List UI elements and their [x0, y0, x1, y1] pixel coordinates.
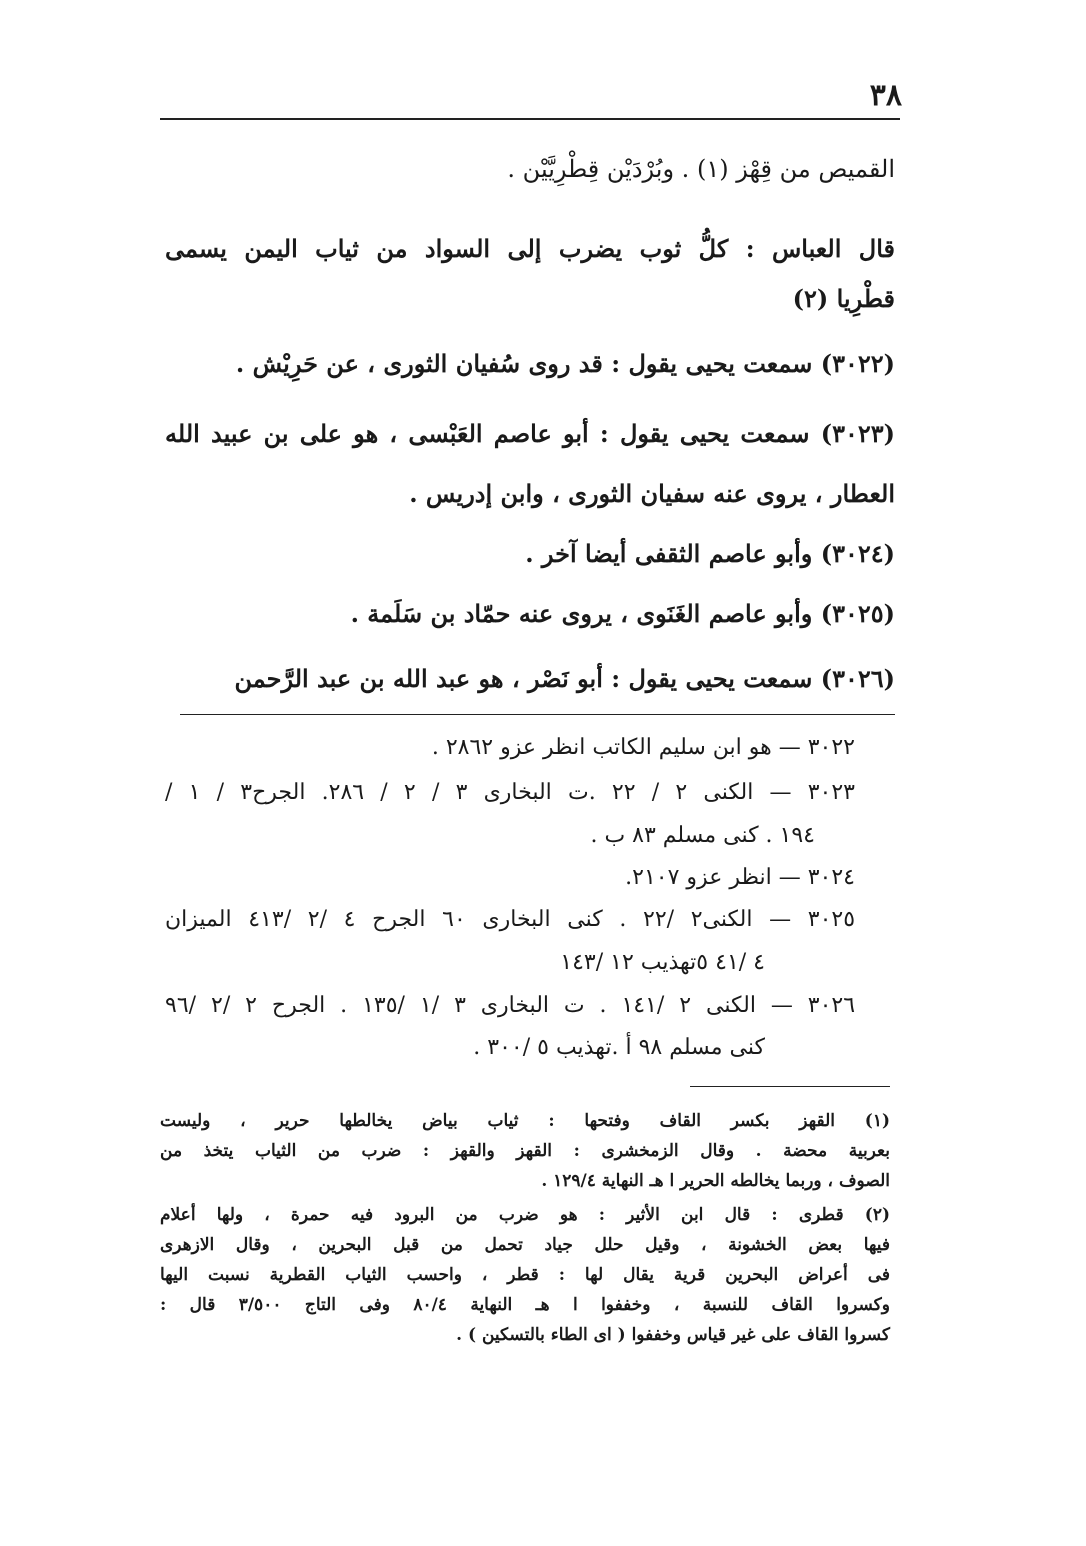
entry-3025: (٣٠٢٥) وأبو عاصم الغَنَوى ، يروى عنه حمّاد بن سَلَمة .	[350, 599, 895, 628]
entry-3023-cont: العطار ، يروى عنه سفيان الثورى ، وابن إدريس .	[409, 479, 895, 508]
footnote-line-5: فيها بعض الخشونة ، وقيل حلل جياد تحمل من قبل البحرين ، وقال الازهرى	[160, 1235, 890, 1255]
page-number: ٣٨	[869, 78, 902, 113]
ref-line-7: ٣٠٢٦ — الكنى ٢ /١٤١ . ت البخارى ٣ /١ /١٣٥ . الجرح ٢ /٢ /٩٦	[165, 993, 856, 1018]
entry-3023: (٣٠٢٣) سمعت يحيى يقول : أبو عاصم العَبْسى ، هو على بن عبيد الله	[165, 419, 895, 448]
ref-line-5: ٣٠٢٥ — الكنى٢ /٢٢ . كنى البخارى ٦٠ الجرح ٤ /٢ /٤١٣ الميزان	[165, 907, 856, 932]
footnotes	[160, 1106, 890, 1366]
ref-line-3: ١٩٤ . كنى مسلم ٨٣ ب .	[590, 823, 815, 848]
ref-line-6: ٤ /٤١ ٥تهذيب ١٢ /١٤٣	[560, 950, 765, 975]
references-rule	[180, 714, 895, 715]
body-line-3: قطْرِيا (٢)	[792, 284, 895, 313]
footnote-line-8: كسروا القاف على غير قياس وخففوا ( اى الطاء بالتسكين ) .	[456, 1325, 890, 1345]
footnote-line-4: (٢) قطرى : قال ابن الأثير : هو ضرب من البرود فيه حمرة ، ولها أعلام	[160, 1205, 890, 1225]
body-line-1: القميص من قِهْز (١) . وبُرْدَيْن قِطْرِيَّيْن .	[507, 155, 895, 183]
footnote-line-2: بعربية محضة . وقال الزمخشرى : القهز والقهز : ضرب من الثياب يتخذ من	[160, 1141, 890, 1161]
entry-3026: (٣٠٢٦) سمعت يحيى يقول : أبو نَصْر ، هو عبد الله بن عبد الرَّحمن	[234, 664, 895, 693]
ref-line-2: ٣٠٢٣ — الكنى ٢ / ٢٢ .ت البخارى ٣ / ٢ / ٢٨٦. الجرح٣ / ١ /	[165, 780, 855, 805]
body-line-2: قال العباس : كلُّ ثوب يضرب إلى السواد من ثياب اليمن يسمى	[165, 234, 895, 263]
footnote-line-1: (١) القهز بكسر القاف وفتحها : ثياب بياض يخالطها حرير ، وليست	[160, 1111, 890, 1131]
entry-3022: (٣٠٢٢) سمعت يحيى يقول : قد روى سُفيان الثورى ، عن حَرِيْش .	[235, 349, 895, 378]
footnote-line-6: فى أعراض البحرين قرية يقال لها : قطر ، واحسب الثياب القطرية نسبت اليها	[160, 1265, 890, 1285]
footnote-line-7: وكسروا القاف للنسبة ، وخففوا ا هـ النهاية ٨٠/٤ وفى التاج ٣/٥٠٠ قال :	[160, 1295, 890, 1315]
main-text	[165, 140, 895, 710]
entry-3024: (٣٠٢٤) وأبو عاصم الثقفى أيضا آخر .	[525, 539, 895, 568]
references	[165, 728, 855, 1073]
ref-line-8: كنى مسلم ٩٨ أ .تهذيب ٥ /٣٠٠ .	[473, 1035, 765, 1060]
footnote-rule	[690, 1086, 890, 1087]
footnote-line-3: الصوف ، وربما يخالطه الحرير ا هـ النهاية ١٢٩/٤ .	[541, 1171, 890, 1191]
ref-line-4: ٣٠٢٤ — انظر عزو ٢١٠٧.	[625, 865, 855, 890]
ref-line-1: ٣٠٢٢ — هو ابن سليم الكاتب انظر عزو ٢٨٦٢ .	[431, 735, 855, 760]
header-rule	[160, 118, 900, 120]
